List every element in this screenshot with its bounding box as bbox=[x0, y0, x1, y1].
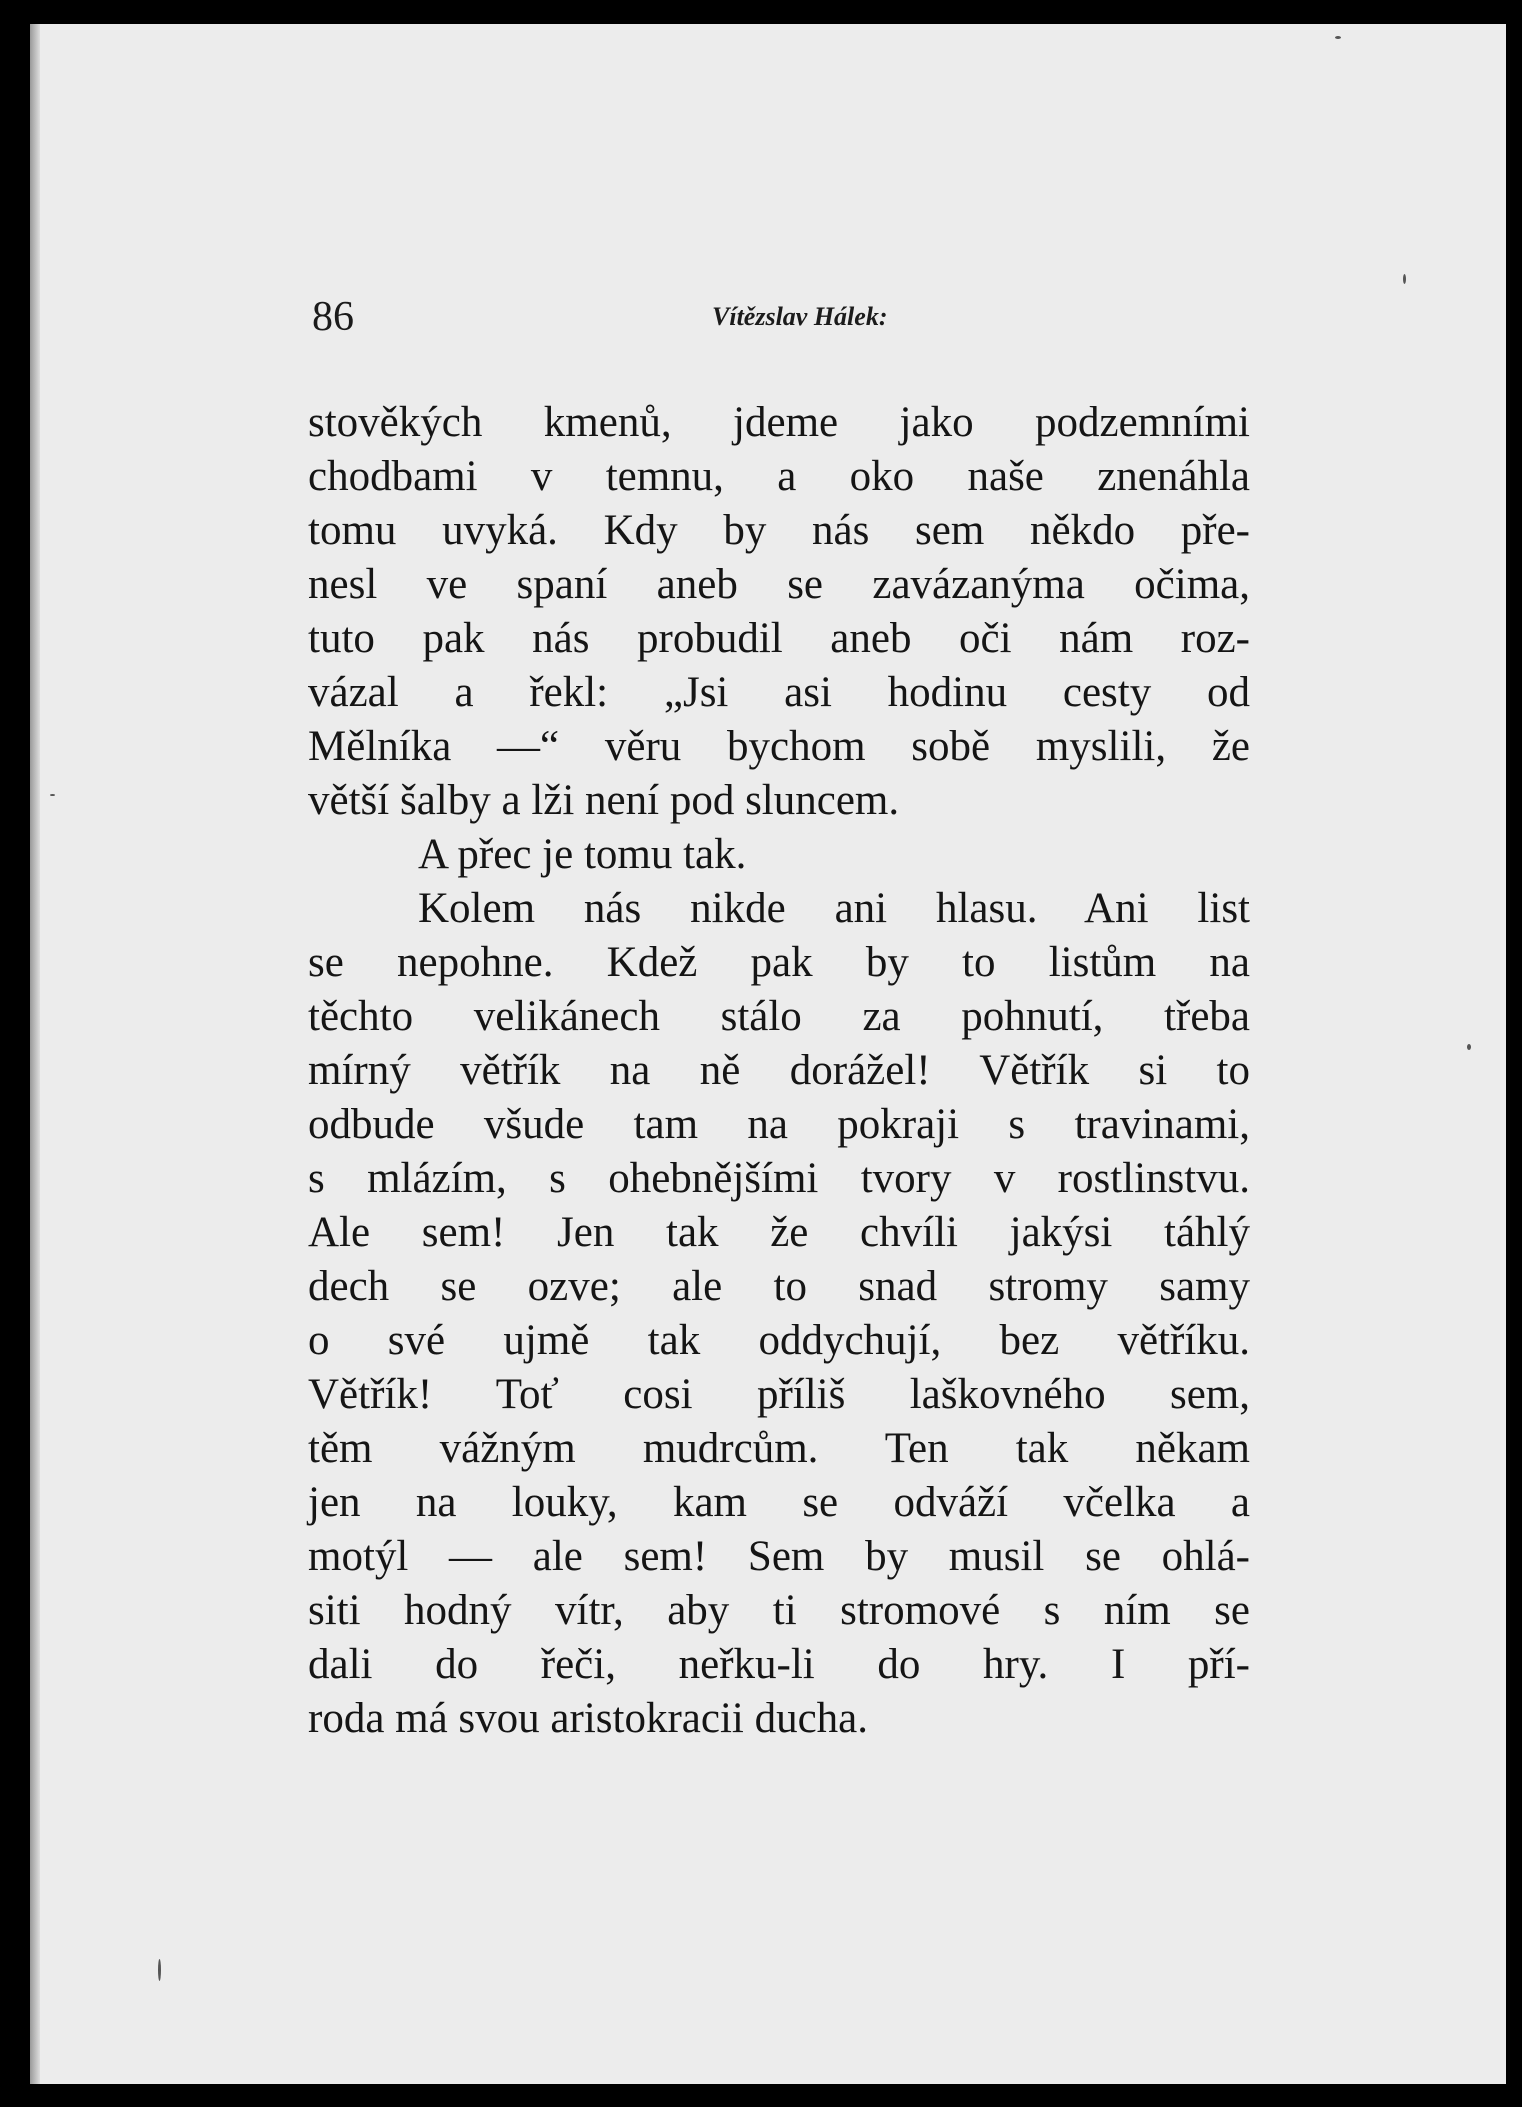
text-line: vázal a řekl: „Jsi asi hodinu cesty od bbox=[308, 669, 1250, 716]
text-line: jen na louky, kam se odváží včelka a bbox=[308, 1479, 1250, 1526]
binding-edge bbox=[30, 24, 40, 2084]
text-line: větší šalby a lži není pod sluncem. bbox=[308, 777, 900, 824]
running-head: Vítězslav Hálek: bbox=[712, 302, 888, 331]
text-line: siti hodný vítr, aby ti stromové s ním se bbox=[308, 1587, 1250, 1634]
text-line: roda má svou aristokracii ducha. bbox=[308, 1695, 869, 1742]
page-number: 86 bbox=[312, 294, 354, 340]
text-line: tomu uvyká. Kdy by nás sem někdo pře- bbox=[308, 507, 1250, 554]
text-line: motýl — ale sem! Sem by musil se ohlá- bbox=[308, 1533, 1250, 1580]
speck bbox=[158, 1959, 161, 1981]
text-line: stověkých kmenů, jdeme jako podzemními bbox=[308, 399, 1250, 446]
text-line: tuto pak nás probudil aneb oči nám roz- bbox=[308, 615, 1250, 662]
speck bbox=[1335, 36, 1341, 39]
speck bbox=[1403, 274, 1406, 284]
paragraph-first-line: Kolem nás nikde ani hlasu. Ani list bbox=[418, 885, 1250, 932]
speck bbox=[1467, 1044, 1471, 1050]
paragraph-first-line: A přec je tomu tak. bbox=[418, 831, 747, 878]
text-line: dech se ozve; ale to snad stromy samy bbox=[308, 1263, 1250, 1310]
body-text bbox=[308, 396, 1278, 1796]
page-header bbox=[312, 282, 1312, 352]
text-line: mírný větřík na ně dorážel! Větřík si to bbox=[308, 1047, 1250, 1094]
text-line: Ale sem! Jen tak že chvíli jakýsi táhlý bbox=[308, 1209, 1250, 1256]
book-page bbox=[30, 24, 1506, 2084]
text-line: těchto velikánech stálo za pohnutí, třeba bbox=[308, 993, 1250, 1040]
text-line: Větřík! Toť cosi příliš laškovného sem, bbox=[308, 1371, 1250, 1418]
text-line: odbude všude tam na pokraji s travinami, bbox=[308, 1101, 1250, 1148]
speck bbox=[50, 794, 55, 796]
text-line: Mělníka —“ věru bychom sobě myslili, že bbox=[308, 723, 1250, 770]
text-line: s mlázím, s ohebnějšími tvory v rostlinstvu. bbox=[308, 1155, 1250, 1202]
text-line: dali do řeči, neřku-li do hry. I pří- bbox=[308, 1641, 1250, 1688]
text-line: nesl ve spaní aneb se zavázanýma očima, bbox=[308, 561, 1250, 608]
text-line: těm vážným mudrcům. Ten tak někam bbox=[308, 1425, 1250, 1472]
text-line: se nepohne. Kdež pak by to listům na bbox=[308, 939, 1250, 986]
text-line: o své ujmě tak oddychují, bez větříku. bbox=[308, 1317, 1250, 1364]
text-line: chodbami v temnu, a oko naše znenáhla bbox=[308, 453, 1250, 500]
